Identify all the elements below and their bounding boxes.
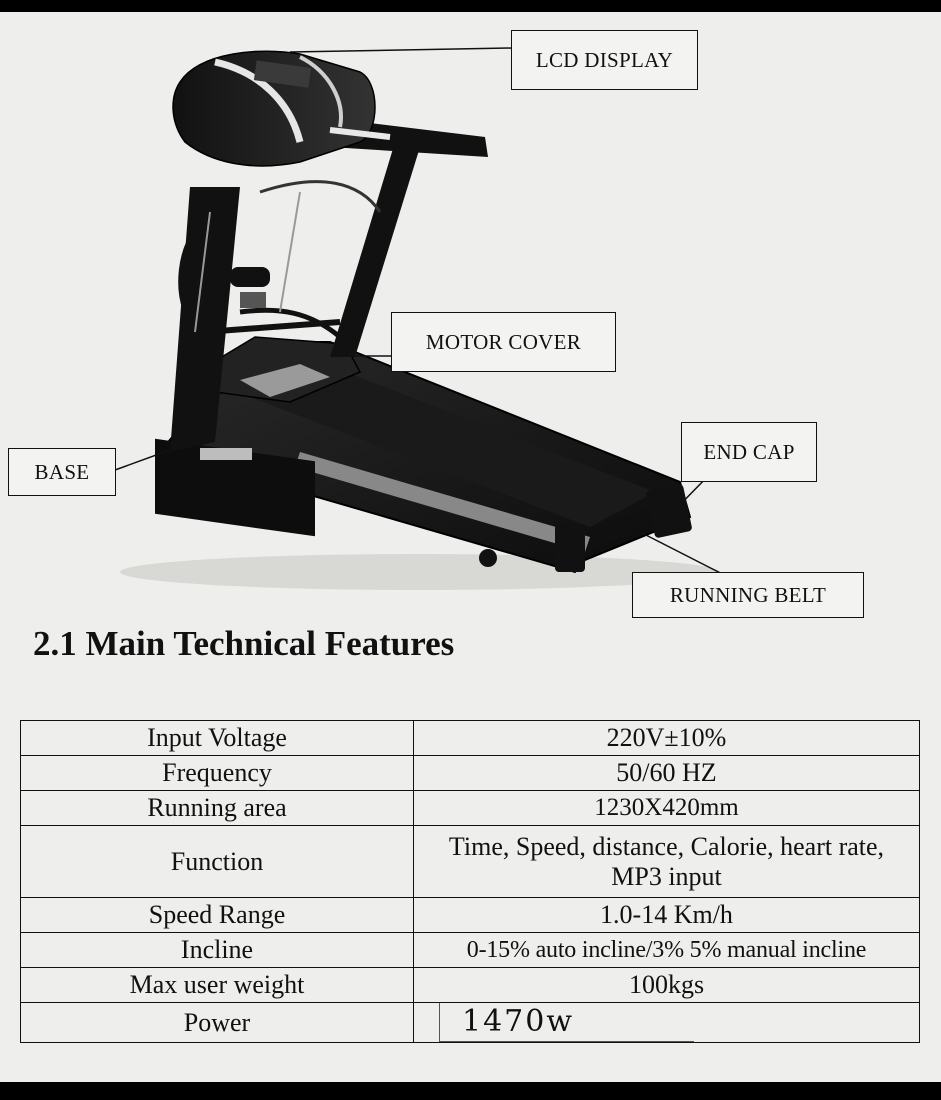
spec-label: Power <box>21 1003 414 1043</box>
sit-up-bar <box>230 267 270 287</box>
technical-features-table <box>20 720 920 1043</box>
section-heading: 2.1 Main Technical Features <box>33 624 455 663</box>
spec-value: 0-15% auto incline/3% 5% manual incline <box>414 933 920 968</box>
spec-value: 220V±10% <box>414 721 920 756</box>
dumbbell <box>240 292 266 308</box>
spec-label: Running area <box>21 791 414 826</box>
table-row <box>21 756 920 791</box>
table-row <box>21 826 920 898</box>
table-row <box>21 898 920 933</box>
callout-base <box>8 448 116 496</box>
table-row <box>21 968 920 1003</box>
callout-end-cap-text: END CAP <box>703 439 795 464</box>
table-row <box>21 933 920 968</box>
spec-label: Frequency <box>21 756 414 791</box>
treadmill-figure <box>0 12 941 632</box>
spec-value: Time, Speed, distance, Calorie, heart rate, MP3 input <box>414 826 920 898</box>
rail-inner-2 <box>280 192 300 312</box>
spec-label: Speed Range <box>21 898 414 933</box>
spec-label: Function <box>21 826 414 898</box>
spec-value: 1230X420mm <box>414 791 920 826</box>
spec-value: 100kgs <box>414 968 920 1003</box>
transport-wheel <box>479 549 497 567</box>
callout-motor-cover <box>391 312 616 372</box>
base-badge <box>200 448 252 460</box>
table-row <box>21 1003 920 1043</box>
power-value-sticker: 1470w <box>439 1003 694 1042</box>
massager-belt <box>260 182 380 212</box>
callout-motor-cover-text: MOTOR COVER <box>425 329 582 354</box>
spec-label: Max user weight <box>21 968 414 1003</box>
table-row <box>21 721 920 756</box>
table-row <box>21 791 920 826</box>
spec-value-cell <box>414 1003 920 1043</box>
end-cap-shape-left <box>555 524 585 572</box>
callout-base-text: BASE <box>34 459 90 484</box>
spec-value: 50/60 HZ <box>414 756 920 791</box>
floor-shadow <box>120 554 720 590</box>
spec-label: Input Voltage <box>21 721 414 756</box>
callout-lcd-display-text: LCD DISPLAY <box>535 47 674 72</box>
spec-label: Incline <box>21 933 414 968</box>
spec-value: 1.0-14 Km/h <box>414 898 920 933</box>
manual-page <box>0 12 941 1082</box>
callout-running-belt <box>632 572 864 618</box>
leader-lcd <box>290 48 512 52</box>
callout-end-cap <box>681 422 817 482</box>
callout-running-belt-text: RUNNING BELT <box>669 582 827 607</box>
callout-lcd-display <box>511 30 698 90</box>
